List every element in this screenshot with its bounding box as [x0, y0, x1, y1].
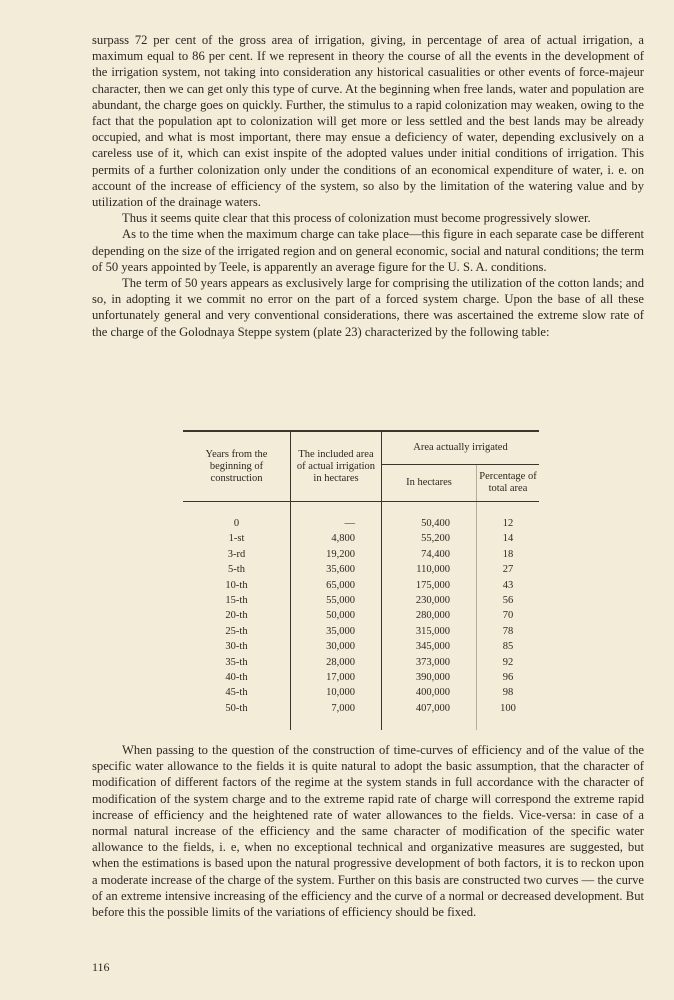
table-row: [183, 685, 539, 700]
cell-years: 10-th: [183, 578, 291, 593]
cell-included: 35,600: [291, 562, 382, 577]
table-row: [183, 516, 539, 531]
cell-hectares: 55,200: [382, 531, 477, 546]
cell-hectares: 110,000: [382, 562, 477, 577]
cell-included: 35,000: [291, 624, 382, 639]
cell-included: 10,000: [291, 685, 382, 700]
page-number: 116: [92, 960, 110, 974]
table-row: [183, 655, 539, 670]
cell-hectares: 400,000: [382, 685, 477, 700]
cell-hectares: 407,000: [382, 701, 477, 716]
cell-percentage: 12: [502, 518, 514, 529]
paragraph-2: Thus it seems quite clear that this process of colonization must become progressively slower.: [122, 211, 591, 226]
table-row: [183, 593, 539, 608]
cell-percentage: 96: [502, 672, 514, 684]
cell-percentage: 78: [502, 625, 514, 637]
cell-percentage: 70: [502, 610, 514, 622]
cell-percentage: 43: [502, 579, 514, 591]
table-row: [183, 670, 539, 685]
cell-years: 20-th: [183, 608, 291, 623]
cell-years: 1-st: [183, 531, 291, 546]
cell-included: 28,000: [291, 655, 382, 670]
table-row: [183, 578, 539, 593]
table-spacer-row: [183, 716, 539, 730]
header-years: Years from the beginning of construction: [183, 431, 291, 502]
cell-included: 17,000: [291, 670, 382, 685]
cell-years: 45-th: [183, 685, 291, 700]
table-row: [183, 547, 539, 562]
header-area-group: Area actually irrigated: [382, 431, 540, 465]
cell-hectares: 390,000: [382, 670, 477, 685]
cell-included: 19,200: [291, 547, 382, 562]
cell-years: 5-th: [183, 562, 291, 577]
cell-included: 65,000: [291, 578, 382, 593]
cell-hectares: 74,400: [382, 547, 477, 562]
cell-percentage: 85: [502, 641, 514, 653]
cell-included: 4,800: [291, 531, 382, 546]
cell-hectares: 175,000: [382, 578, 477, 593]
header-percentage: Percentage of total area: [477, 465, 540, 502]
irrigation-table-grid: [183, 430, 539, 730]
cell-hectares: 373,000: [382, 655, 477, 670]
table-row: [183, 608, 539, 623]
table-row: [183, 639, 539, 654]
cell-included: 30,000: [291, 639, 382, 654]
header-included: The included area of actual irrigation in hectares: [291, 431, 382, 502]
cell-percentage: 14: [502, 533, 514, 545]
cell-percentage: 27: [502, 564, 514, 576]
cell-included: —: [291, 516, 382, 531]
bottom-text-block: [92, 742, 644, 920]
cell-hectares: 345,000: [382, 639, 477, 654]
cell-hectares: 230,000: [382, 593, 477, 608]
cell-included: 50,000: [291, 608, 382, 623]
paragraph-5: When passing to the question of the construction of time-curves of efficiency and of the value of the specific water allowance to the fields it is quite natural to adopt the basic assumption, that the character of modification of different factors of the regime at the system stands in full accordance with the character of modification of the system charge and to the extreme rapid rate of charge will correspond the extreme rapid increase of efficiency and the heightened rate of water allowances to the fields. Vice-versa: in case of a normal natural increase of the efficiency and the same character of modification of the specific water allowance to the fields, i. e, when no exceptional technical and organizative measures are suggested, but when the estimations is based upon the natural progressive development of both factors, it is to reckon upon a moderate increase of the charge of the system. Further on this basis are constructed two curves — the curve of an extreme intensive increasing of the efficiency and the curve of a normal or decreased development. But before this the possible limits of the variations of efficiency should be fixed.: [92, 743, 644, 920]
cell-percentage: 98: [502, 687, 514, 699]
table-body: [183, 502, 539, 731]
cell-years: 3-rd: [183, 547, 291, 562]
cell-percentage: 56: [502, 595, 514, 607]
cell-years: 35-th: [183, 655, 291, 670]
table-row: [183, 701, 539, 716]
cell-included: 55,000: [291, 593, 382, 608]
cell-percentage: 100: [500, 702, 516, 714]
paragraph-3: As to the time when the maximum charge can take place—this figure in each separate case be different depending on the size of the irrigated region and on general economic, social and natural conditions; the term of 50 years appointed by Teele, is apparently an average figure for the U. S. A. conditions.: [92, 227, 644, 274]
paragraph-4: The term of 50 years appears as exclusively large for comprising the utilization of the cotton lands; and so, in adopting it we commit no error on the part of a forced system charge. Upon the base of all these unfortunately general and very conventional considerations, there was ascertained the extreme slow rate of the charge of the Golodnaya Steppe system (plate 23) characterized by the following table:: [92, 276, 644, 339]
cell-hectares: 50,400: [382, 516, 477, 531]
cell-included: 7,000: [291, 701, 382, 716]
table-spacer-row: [183, 502, 539, 517]
cell-years: 25-th: [183, 624, 291, 639]
table-row: [183, 562, 539, 577]
cell-years: 30-th: [183, 639, 291, 654]
header-hectares: In hectares: [382, 465, 477, 502]
cell-years: 40-th: [183, 670, 291, 685]
cell-years: 0: [183, 516, 291, 531]
cell-years: 50-th: [183, 701, 291, 716]
top-text-block: [92, 32, 644, 340]
cell-hectares: 315,000: [382, 624, 477, 639]
cell-percentage: 18: [502, 548, 514, 560]
cell-percentage: 92: [502, 656, 514, 668]
cell-years: 15-th: [183, 593, 291, 608]
paragraph-1: surpass 72 per cent of the gross area of irrigation, giving, in percentage of area of actual irrigation, a maximum equal to 86 per cent. If we represent in theory the course of all the events in the development of the irrigation system, not taking into consideration any historical casualities or other events of force-majeur character, then we can get only this type of curve. At the beginning when free lands, water and population are abundant, the charge goes on quickly. Further, the stimulus to a rapid colonization may weaken, owing to the fact that the population apt to colonization will get more or less settled and the best lands may be already occupied, and what is most important, there may ensue a deficiency of water, depending exclusively on a careless use of it, which can exist inspite of the adopted values under initial conditions of irrigation. This permits of a further colonization only under the conditions of an economical expenditure of water, i. e. on account of the increase of efficiency of the system, so also by the limitation of the watering value and by utilization of the drainage waters.: [92, 33, 644, 210]
irrigation-table: [183, 430, 539, 730]
table-row: [183, 531, 539, 546]
table-row: [183, 624, 539, 639]
cell-hectares: 280,000: [382, 608, 477, 623]
